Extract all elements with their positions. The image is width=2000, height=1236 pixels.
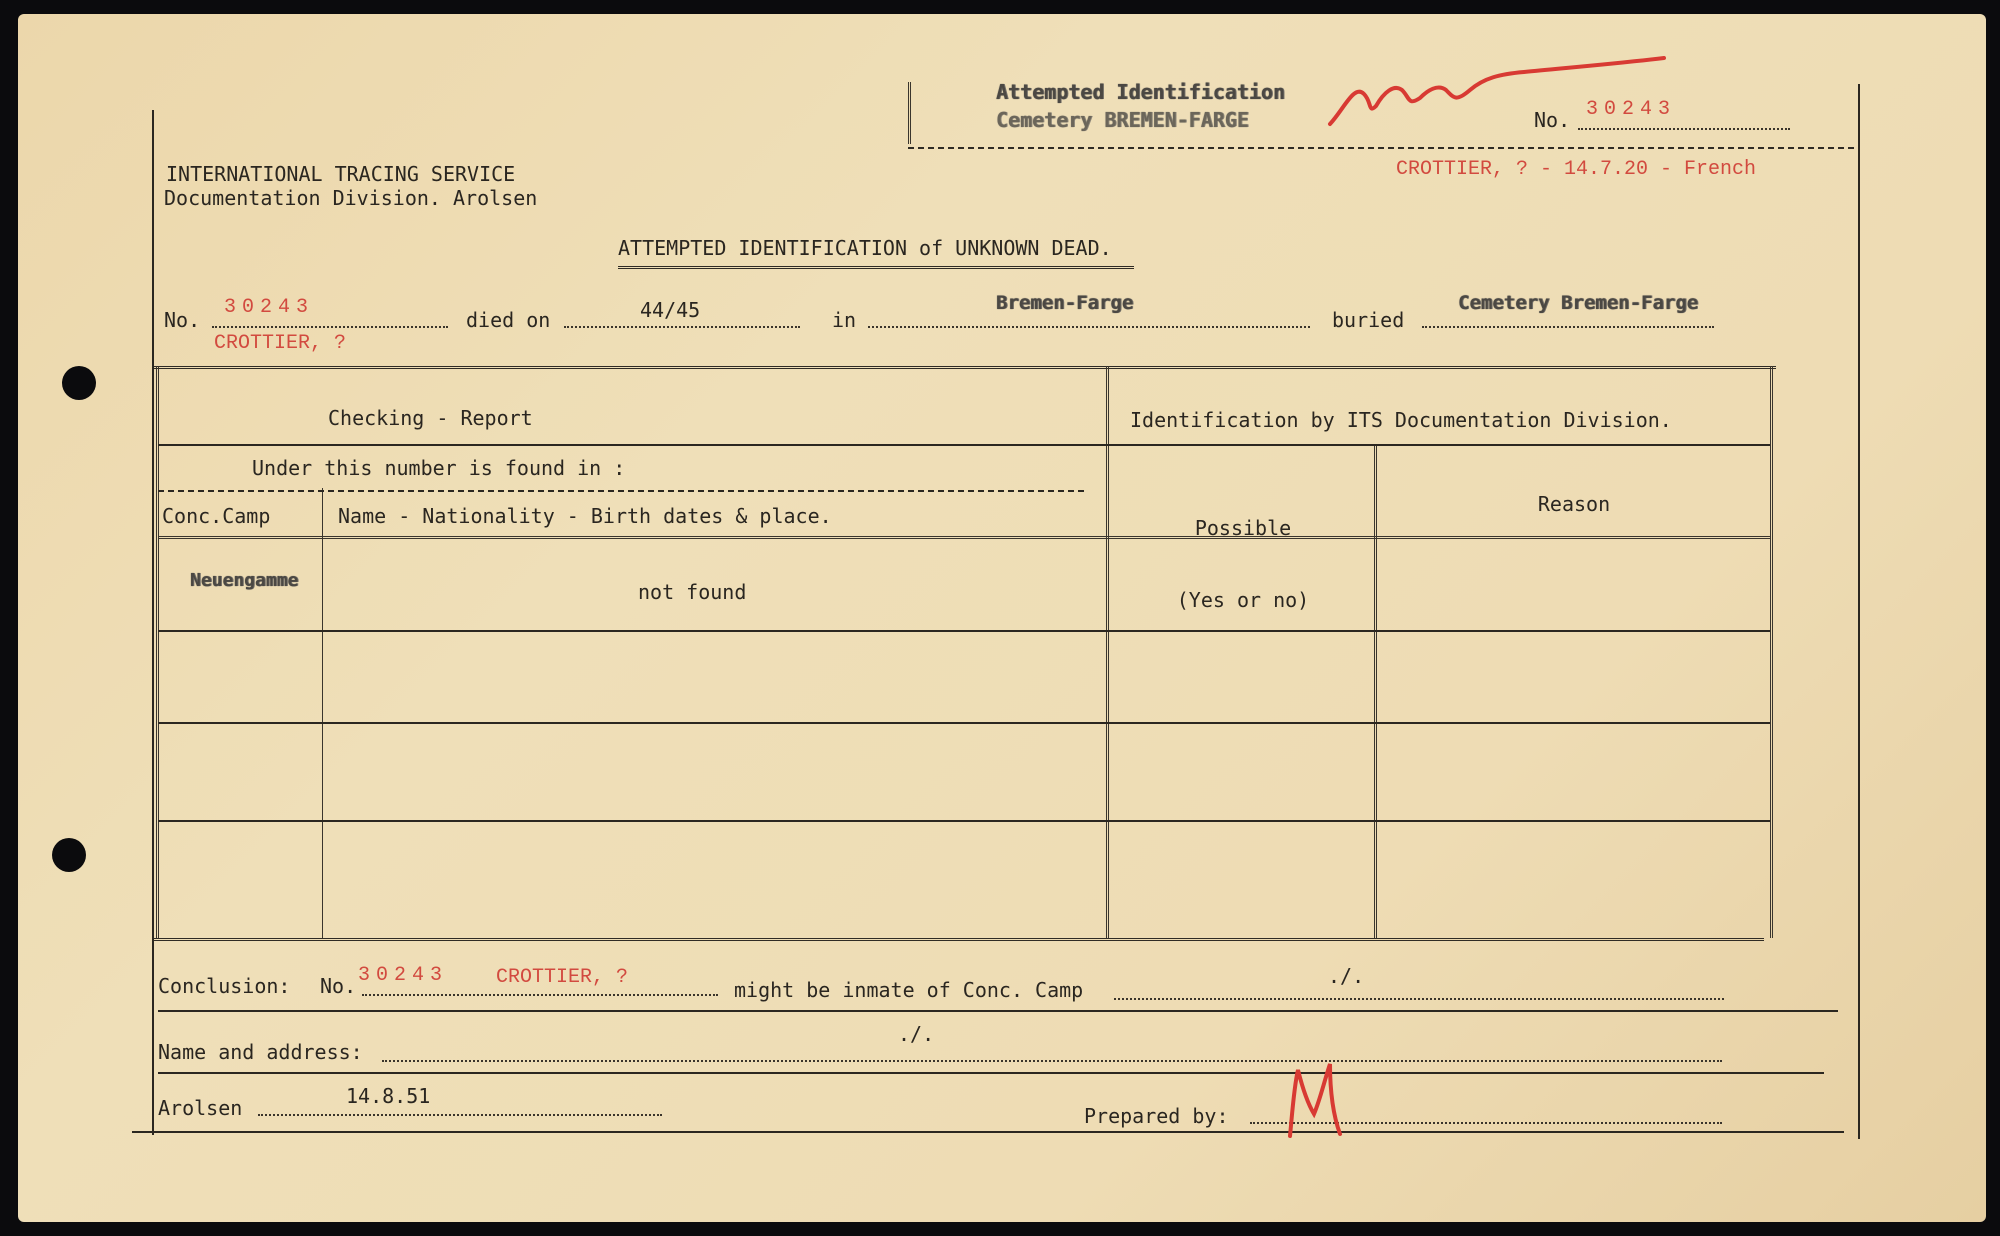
table-bottom-border [154,938,1764,941]
table-subheader-line [158,490,1084,492]
col-possible-line2: (Yes or no) [1176,588,1310,612]
inmate-value: ./. [1328,964,1365,988]
table-divider-main [1106,366,1109,938]
name-address-label: Name and address: [158,1040,363,1064]
arolsen-label: Arolsen [158,1096,243,1120]
died-on-dots [564,326,800,328]
header-no-dots [1578,128,1790,130]
row1-camp: Neuengamme [190,570,299,591]
punch-hole-bottom [52,838,86,872]
buried-label: buried [1332,308,1405,332]
conclusion-name: CROTTIER, ? [496,966,629,989]
card-right-border [1858,84,1860,1139]
stamp-box-left [908,82,911,144]
conclusion-no-dots [362,994,718,996]
stamp-box-bottom [908,147,1854,149]
arolsen-date: 14.8.51 [346,1084,431,1108]
row1-name: not found [638,580,747,604]
table-divider-camp [322,488,323,938]
col-possible-header [1118,468,1368,660]
header-no-value: 30243 [1586,98,1677,121]
name-address-value: ./. [898,1022,935,1046]
index-card [18,14,1986,1222]
col-camp-header: Conc.Camp [162,504,271,528]
buried-value: Cemetery Bremen-Farge [1458,292,1699,314]
record-no-value: 30243 [224,296,315,319]
table-header-line [158,444,1770,446]
title-underline [618,266,1134,269]
buried-dots [1422,326,1714,328]
col-possible-line1: Possible [1194,516,1292,540]
handwritten-none [1324,54,1684,134]
in-value: Bremen-Farge [996,292,1134,314]
table-right-border [1770,366,1773,938]
conclusion-label: Conclusion: [158,974,291,998]
red-summary-line: CROTTIER, ? - 14.7.20 - French [1396,158,1757,181]
in-dots [868,326,1310,328]
table-top-border [154,366,1776,369]
form-title: ATTEMPTED IDENTIFICATION of UNKNOWN DEAD. [618,236,1112,260]
died-on-value: 44/45 [640,298,701,322]
col-reason-header: Reason [1537,492,1611,516]
table-row-line-3 [158,820,1770,822]
name-address-rule [158,1072,1824,1074]
checking-report-header: Checking - Report [328,406,533,430]
card-left-border [152,110,154,1135]
table-row-line-1 [158,630,1770,632]
stamp-line-1: Attempted Identification [996,80,1285,104]
record-no-dots [212,326,448,328]
org-name: INTERNATIONAL TRACING SERVICE [166,162,516,186]
stamp-line-2: Cemetery BREMEN-FARGE [996,108,1249,132]
table-divider-possible [1374,444,1377,938]
table-columns-line [158,536,1770,539]
conclusion-no-value: 30243 [358,964,449,987]
arolsen-dots [258,1114,662,1116]
name-address-dots [382,1060,1722,1062]
table-left-border [156,366,159,938]
org-division: Documentation Division. Arolsen [164,186,538,210]
prepared-by-label: Prepared by: [1084,1104,1229,1128]
inmate-text: might be inmate of Conc. Camp [734,978,1084,1002]
under-number-header: Under this number is found in : [252,456,626,480]
prepared-by-initial [1280,1056,1350,1142]
in-label: in [832,308,857,332]
punch-hole-top [62,366,96,400]
header-no-label: No. [1534,108,1571,132]
conclusion-rule [158,1010,1838,1012]
col-name-header: Name - Nationality - Birth dates & place. [338,504,832,528]
table-row-line-2 [158,722,1770,724]
conclusion-no-label: No. [320,974,357,998]
died-on-label: died on [466,308,551,332]
identification-header: Identification by ITS Documentation Division. [1130,408,1672,432]
card-bottom-border [132,1131,1844,1133]
record-name: CROTTIER, ? [214,332,347,355]
inmate-dots [1114,998,1724,1000]
record-no-label: No. [164,308,201,332]
